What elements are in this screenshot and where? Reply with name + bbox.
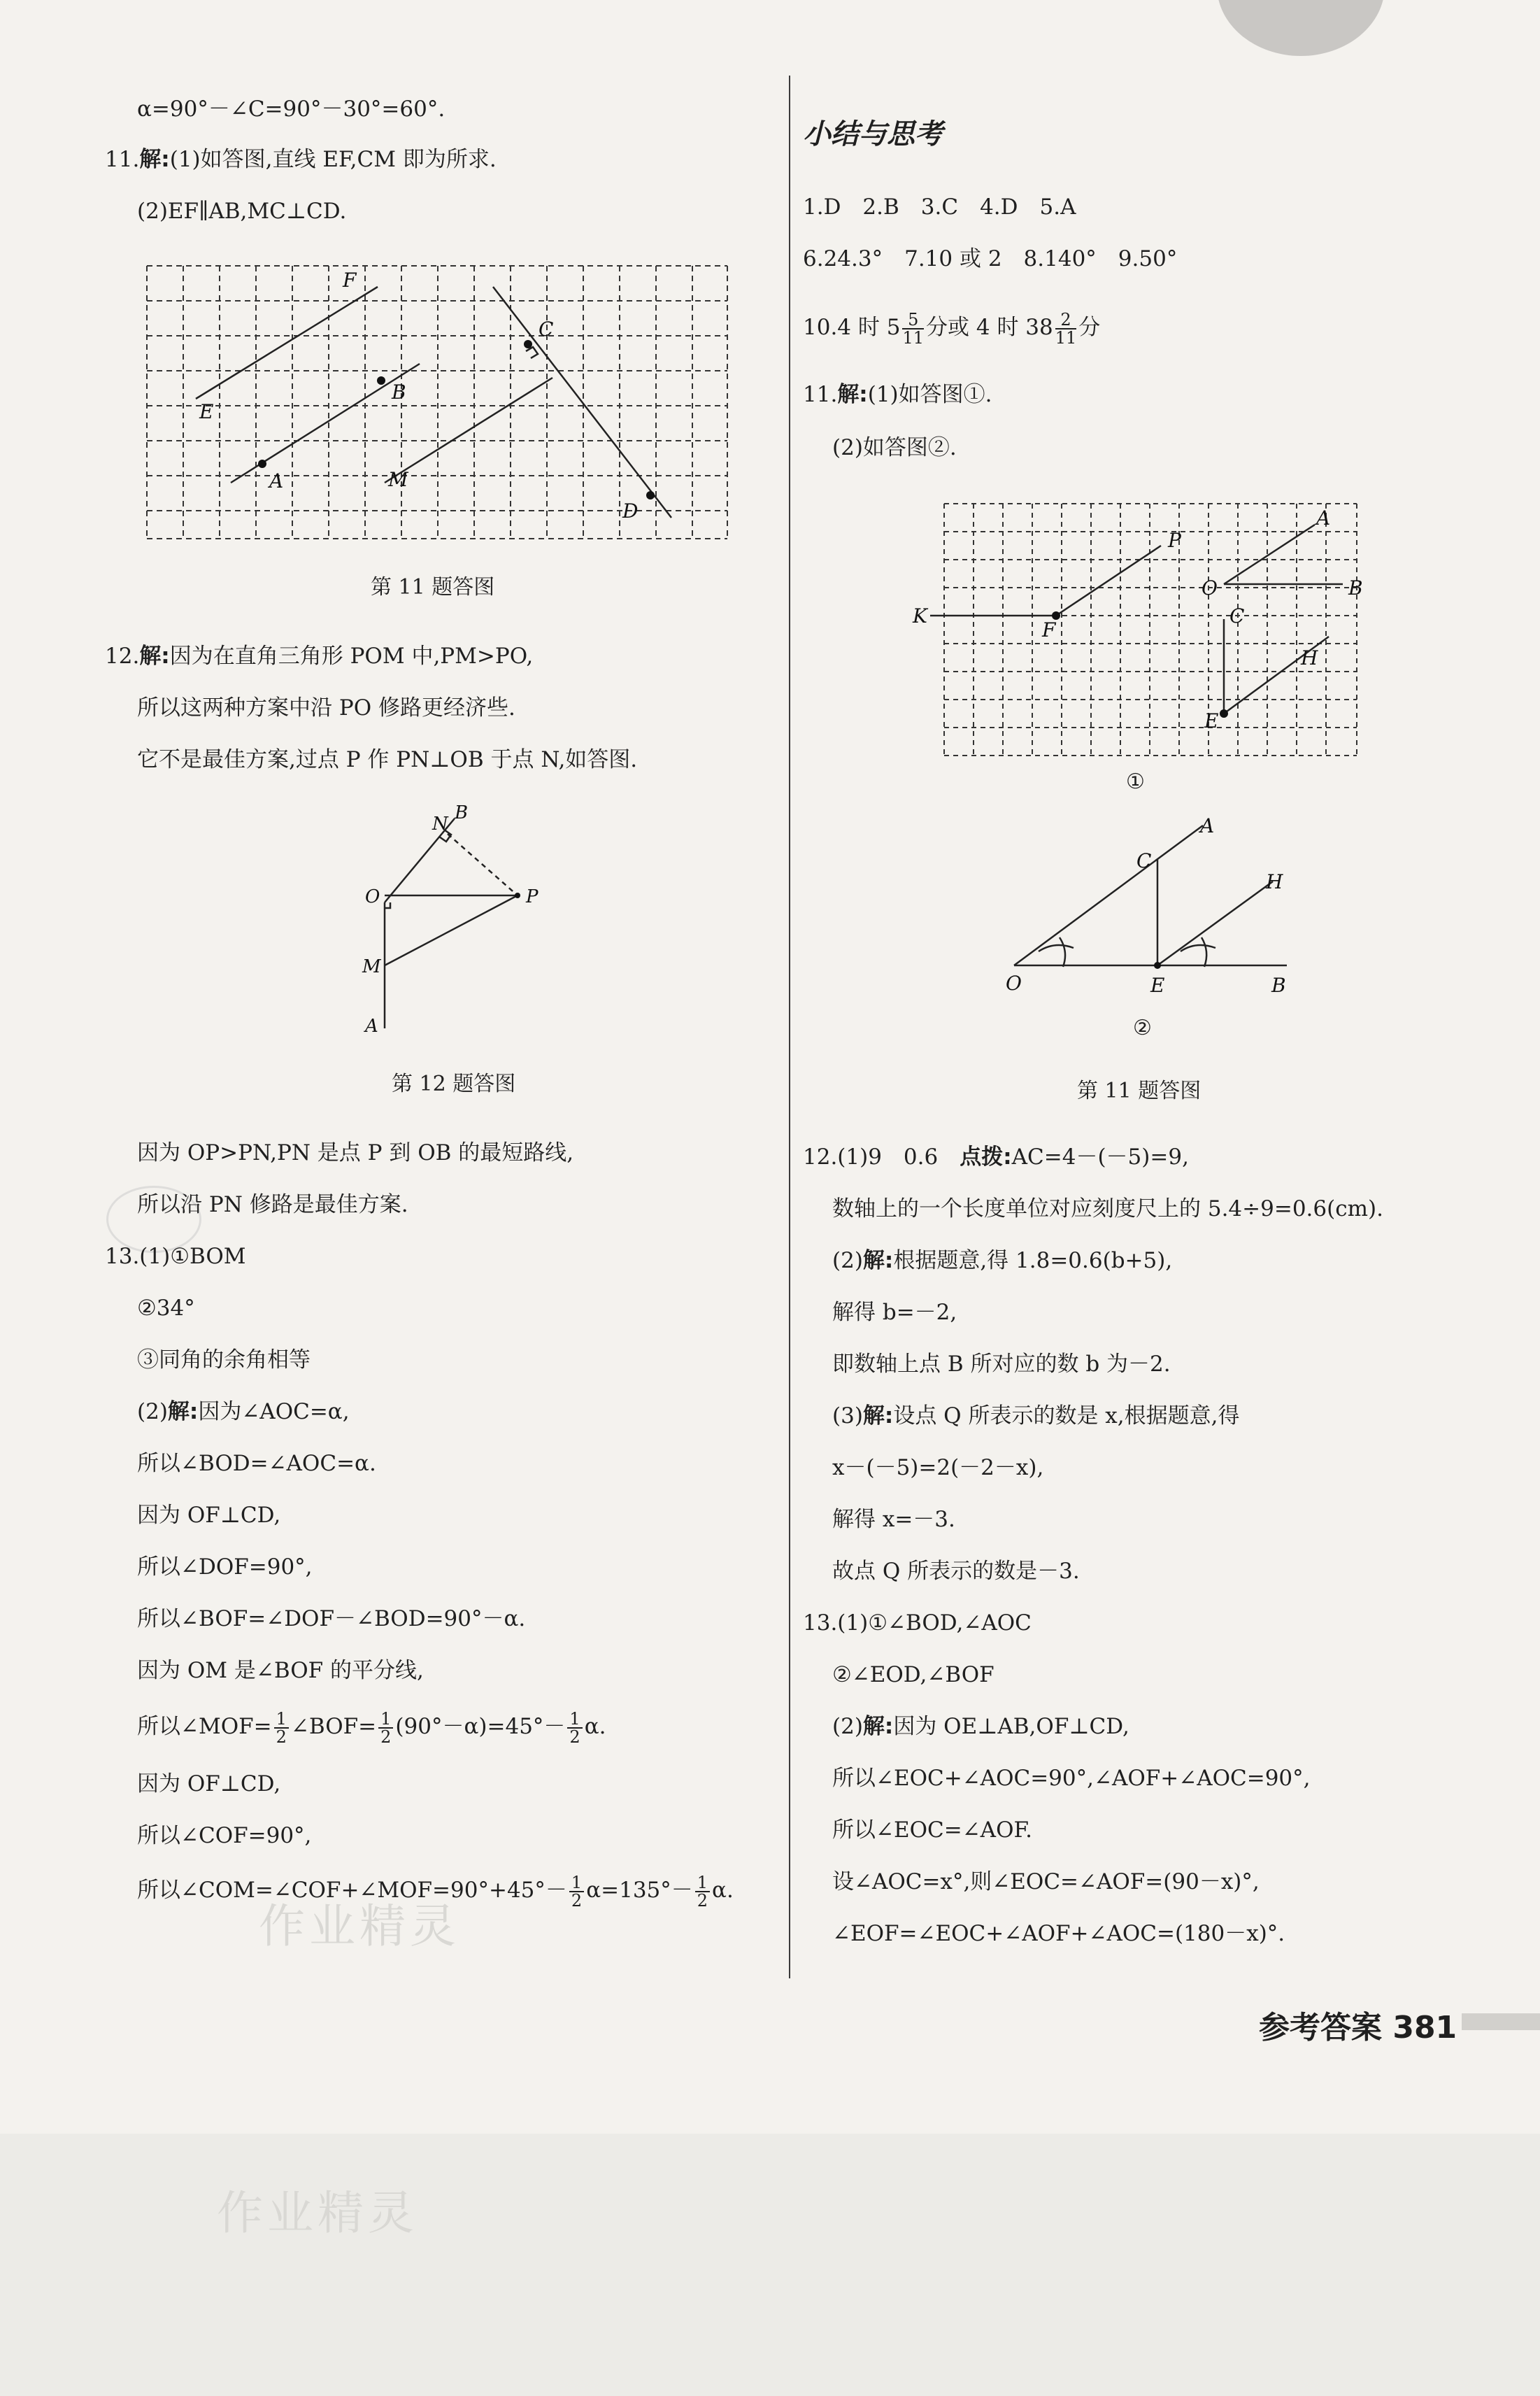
ans10-part-b: 分或 4 时 38: [926, 315, 1053, 340]
frac-den: 11: [1055, 327, 1077, 348]
segment-pn-dashed: [448, 834, 518, 895]
q13-left-line3: ③同角的余角相等: [137, 1347, 311, 1373]
q11-right-caption: 第 11 题答图: [1077, 1079, 1202, 1103]
q12-left-line2: 所以这两种方案中沿 PO 修路更经济些.: [137, 695, 515, 721]
q11-text: (1)如答图①.: [867, 382, 992, 407]
column-divider: [789, 76, 790, 1978]
frac-num: 1: [695, 1874, 710, 1892]
frac-den: 2: [569, 1727, 580, 1747]
watermark: 作业精灵: [217, 2186, 418, 2240]
q12-jie-label: 解:: [862, 1403, 894, 1429]
q12-number: 12.: [105, 644, 140, 669]
segment-mp: [385, 895, 518, 965]
label-c: C: [1229, 604, 1245, 628]
label-m: M: [362, 956, 381, 977]
q12-right-line1: [803, 1143, 1189, 1171]
point-p: [515, 893, 520, 898]
label-d: D: [622, 499, 639, 523]
q12-right-line2: 数轴上的一个长度单位对应刻度尺上的 5.4÷9=0.6(cm).: [832, 1196, 1383, 1221]
q13-line4-text: 因为∠AOC=α,: [198, 1399, 350, 1424]
fraction-half: [695, 1874, 710, 1909]
construction-arc-e2: [1202, 937, 1206, 967]
q13-line10-part-b: ∠BOF=: [290, 1714, 377, 1739]
label-b: B: [455, 802, 469, 823]
watermark: 作业精灵: [259, 1899, 460, 1953]
q13-line10-part-d: α.: [584, 1714, 606, 1739]
q12-right-line7: x－(－5)=2(－2－x),: [832, 1455, 1044, 1480]
q13-right-line2: ②∠EOD,∠BOF: [832, 1662, 994, 1687]
page-footer: [1259, 2002, 1457, 2047]
q12-part3-number: (3): [832, 1403, 863, 1429]
q13-right-line4: 所以∠EOC+∠AOC=90°,∠AOF+∠AOC=90°,: [832, 1766, 1311, 1791]
q13-line13-part-c: α.: [712, 1878, 734, 1903]
label-b: B: [1271, 974, 1286, 993]
q12-right-line6: [832, 1402, 1240, 1430]
ray-fp: [1056, 546, 1161, 616]
frac-num: 1: [567, 1710, 582, 1729]
label-o: O: [365, 886, 380, 907]
line-cm: [385, 378, 552, 483]
frac-num: 1: [274, 1710, 289, 1729]
q12-left-line5: 所以沿 PN 修路是最佳方案.: [137, 1192, 408, 1217]
label-n: N: [432, 814, 448, 835]
q12-left-line4: 因为 OP>PN,PN 是点 P 到 OB 的最短路线,: [137, 1140, 574, 1165]
label-e: E: [199, 400, 214, 423]
fraction-half: [567, 1710, 582, 1745]
q12-line3-text: 根据题意,得 1.8=0.6(b+5),: [893, 1248, 1173, 1273]
q11-number: 11.: [803, 382, 838, 407]
q13-left-line1: 13.(1)①BOM: [105, 1244, 246, 1269]
fig2-label: ②: [1133, 1016, 1152, 1040]
section-title: 小结与思考: [803, 118, 943, 150]
q12-line1-part-a: 12.(1)9 0.6: [803, 1144, 960, 1170]
line-cd: [493, 287, 671, 518]
label-b: B: [392, 381, 406, 404]
label-e: E: [1204, 709, 1219, 732]
label-o: O: [1006, 972, 1022, 993]
q11-number: 11.: [105, 147, 140, 172]
q11-right-line2: (2)如答图②.: [832, 435, 957, 460]
q11-right-grid-figure-1: [909, 497, 1371, 763]
frac-den: 2: [380, 1727, 392, 1747]
ray-oa: [1014, 825, 1203, 965]
q12-left-line1: [105, 642, 533, 670]
frac-num: 1: [378, 1710, 393, 1729]
line-ef: [196, 287, 378, 399]
q13-line10-part-a: 所以∠MOF=: [137, 1714, 272, 1739]
label-p: P: [1168, 529, 1181, 552]
q13-left-line10: [137, 1707, 606, 1746]
q12-right-line3: [832, 1247, 1172, 1275]
label-f: F: [343, 269, 357, 292]
label-h: H: [1266, 870, 1283, 893]
q13-left-line7: 所以∠DOF=90°,: [137, 1554, 313, 1580]
q13-left-line9: 因为 OM 是∠BOF 的平分线,: [137, 1658, 424, 1683]
fraction-half: [378, 1710, 393, 1745]
dashed-grid: [944, 504, 1357, 756]
frac-num: 1: [569, 1874, 584, 1892]
ray-eh: [1157, 881, 1273, 965]
q13-line3-text: 因为 OE⊥AB,OF⊥CD,: [893, 1714, 1129, 1739]
q12-left-line3: 它不是最佳方案,过点 P 作 PN⊥OB 于点 N,如答图.: [137, 747, 638, 772]
q11-jie-label: 解:: [139, 147, 170, 172]
page-number: 381: [1392, 2010, 1457, 2046]
fraction-5-11: [902, 311, 924, 346]
alpha-result-line: α=90°－∠C=90°－30°=60°.: [137, 97, 445, 122]
q11-text: (1)如答图,直线 EF,CM 即为所求.: [169, 147, 497, 172]
q13-left-line4: [137, 1398, 350, 1426]
label-o: O: [1202, 576, 1218, 600]
q13-jie-label: 解:: [167, 1399, 199, 1424]
label-a: A: [269, 469, 284, 492]
label-h: H: [1301, 646, 1318, 669]
label-e: E: [1150, 974, 1165, 993]
construction-arc-o: [1039, 945, 1074, 951]
label-c: C: [539, 318, 554, 341]
point-e: [1220, 709, 1228, 718]
point-c: [524, 340, 532, 348]
fraction-half: [274, 1710, 289, 1745]
label-b: B: [1348, 576, 1363, 600]
right-angle-mark-c: [526, 347, 538, 358]
fraction-half: [569, 1874, 584, 1909]
q12-right-line9: 故点 Q 所表示的数是－3.: [832, 1559, 1080, 1584]
page-bottom-background: [0, 2134, 1540, 2396]
q11-left-caption: 第 11 题答图: [371, 575, 495, 600]
construction-arc-e: [1181, 945, 1215, 951]
q11-left-line1: [105, 146, 497, 173]
label-f: F: [1042, 618, 1056, 641]
dianbo-label: 点拨:: [960, 1144, 1012, 1170]
ans10-part-a: 10.4 时 5: [803, 315, 901, 340]
q11-left-grid-figure: [140, 259, 734, 553]
frac-den: 2: [697, 1890, 708, 1911]
q13-right-line3: [832, 1713, 1129, 1741]
point-b: [377, 376, 385, 385]
answers-row1: 1.D 2.B 3.C 4.D 5.A: [803, 194, 1076, 220]
q12-part2-number: (2): [832, 1248, 863, 1273]
label-p: P: [526, 886, 539, 907]
q13-left-line12: 所以∠COF=90°,: [137, 1823, 312, 1848]
dashed-grid: [147, 266, 727, 539]
footer-label: 参考答案: [1259, 2010, 1382, 2046]
q13-line10-part-c: (90°－α)=45°－: [395, 1714, 566, 1739]
q13-left-line2: ②34°: [137, 1296, 195, 1321]
q12-line6-text: 设点 Q 所表示的数是 x,根据题意,得: [893, 1403, 1240, 1429]
q12-right-line4: 解得 b=－2,: [832, 1300, 957, 1325]
q13-part2-number: (2): [832, 1714, 863, 1739]
q11-right-figure-2: [993, 811, 1315, 993]
q11-jie-label: 解:: [837, 382, 868, 407]
q13-left-line8: 所以∠BOF=∠DOF－∠BOD=90°－α.: [137, 1606, 526, 1631]
q11-right-line1: [803, 381, 992, 409]
ans10-part-c: 分: [1078, 315, 1101, 340]
q13-part-number: (2): [137, 1399, 168, 1424]
q11-left-line2: (2)EF∥AB,MC⊥CD.: [137, 199, 347, 224]
q12-jie-label: 解:: [862, 1248, 894, 1273]
answer-10: [803, 306, 1100, 348]
label-c: C: [1136, 849, 1152, 872]
frac-num: 2: [1055, 311, 1077, 329]
label-a: A: [1200, 814, 1215, 837]
frac-den: 11: [902, 327, 925, 348]
label-a: A: [365, 1016, 378, 1035]
q13-right-line1: 13.(1)①∠BOD,∠AOC: [803, 1610, 1032, 1636]
frac-den: 2: [276, 1727, 287, 1747]
q13-jie-label: 解:: [862, 1714, 894, 1739]
q13-right-line6: 设∠AOC=x°,则∠EOC=∠AOF=(90－x)°,: [832, 1869, 1260, 1894]
construction-arc-o2: [1060, 937, 1065, 967]
q13-line13-part-b: α=135°－: [586, 1878, 693, 1903]
label-a: A: [1316, 506, 1331, 530]
corner-shadow: [1217, 0, 1385, 56]
q13-right-line7: ∠EOF=∠EOC+∠AOF+∠AOC=(180－x)°.: [832, 1921, 1285, 1946]
q12-caption: 第 12 题答图: [392, 1072, 516, 1096]
q12-text: 因为在直角三角形 POM 中,PM>PO,: [169, 644, 534, 669]
q12-line1-part-c: AC=4－(－5)=9,: [1011, 1144, 1189, 1170]
frac-num: 5: [902, 311, 924, 329]
fig1-label: ①: [1126, 770, 1145, 794]
q12-right-line8: 解得 x=－3.: [832, 1507, 955, 1532]
q12-jie-label: 解:: [139, 644, 170, 669]
q13-right-line5: 所以∠EOC=∠AOF.: [832, 1817, 1033, 1843]
q13-line13-part-a: 所以∠COM=∠COF+∠MOF=90°+45°－: [137, 1878, 567, 1903]
frac-den: 2: [571, 1890, 583, 1911]
footer-bar: [1462, 2013, 1540, 2030]
q13-left-line5: 所以∠BOD=∠AOC=α.: [137, 1451, 376, 1476]
label-m: M: [388, 468, 408, 491]
label-k: K: [913, 604, 927, 628]
q13-left-line11: 因为 OF⊥CD,: [137, 1771, 281, 1796]
q13-left-line6: 因为 OF⊥CD,: [137, 1503, 281, 1528]
fraction-2-11: [1055, 311, 1077, 346]
point-a: [258, 460, 266, 468]
answers-row2: 6.24.3° 7.10 或 2 8.140° 9.50°: [803, 246, 1178, 271]
point-e: [1154, 962, 1161, 969]
point-d: [646, 491, 655, 499]
q12-right-line5: 即数轴上点 B 所对应的数 b 为－2.: [832, 1352, 1171, 1377]
q12-figure: [350, 798, 559, 1035]
